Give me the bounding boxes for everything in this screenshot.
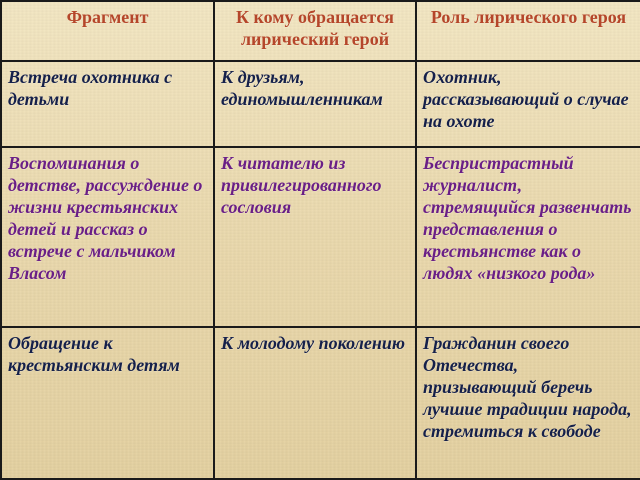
- cell-addressee: К друзьям, единомышленникам: [214, 61, 416, 147]
- cell-role: Беспристрастный журналист, стремящийся развенчать представления о крестьянстве как о людях «низкого рода»: [416, 147, 640, 327]
- cell-addressee: К читателю из привилегированного сословия: [214, 147, 416, 327]
- cell-fragment: Встреча охотника с детьми: [1, 61, 214, 147]
- table-row: [1, 61, 640, 147]
- header-role: Роль лирического героя: [416, 1, 640, 61]
- table-row: [1, 147, 640, 327]
- cell-fragment: Воспоминания о детстве, рассуждение о жизни крестьянских детей и рассказ о встрече с мальчиком Власом: [1, 147, 214, 327]
- table-header-row: [1, 1, 640, 61]
- cell-role: Гражданин своего Отечества, призывающий беречь лучшие традиции народа, стремиться к свободе: [416, 327, 640, 479]
- header-addressee: К кому обращается лирический герой: [214, 1, 416, 61]
- table-row: [1, 327, 640, 479]
- header-fragment: Фрагмент: [1, 1, 214, 61]
- cell-fragment: Обращение к крестьянским детям: [1, 327, 214, 479]
- cell-role: Охотник, рассказывающий о случае на охоте: [416, 61, 640, 147]
- cell-addressee: К молодому поколению: [214, 327, 416, 479]
